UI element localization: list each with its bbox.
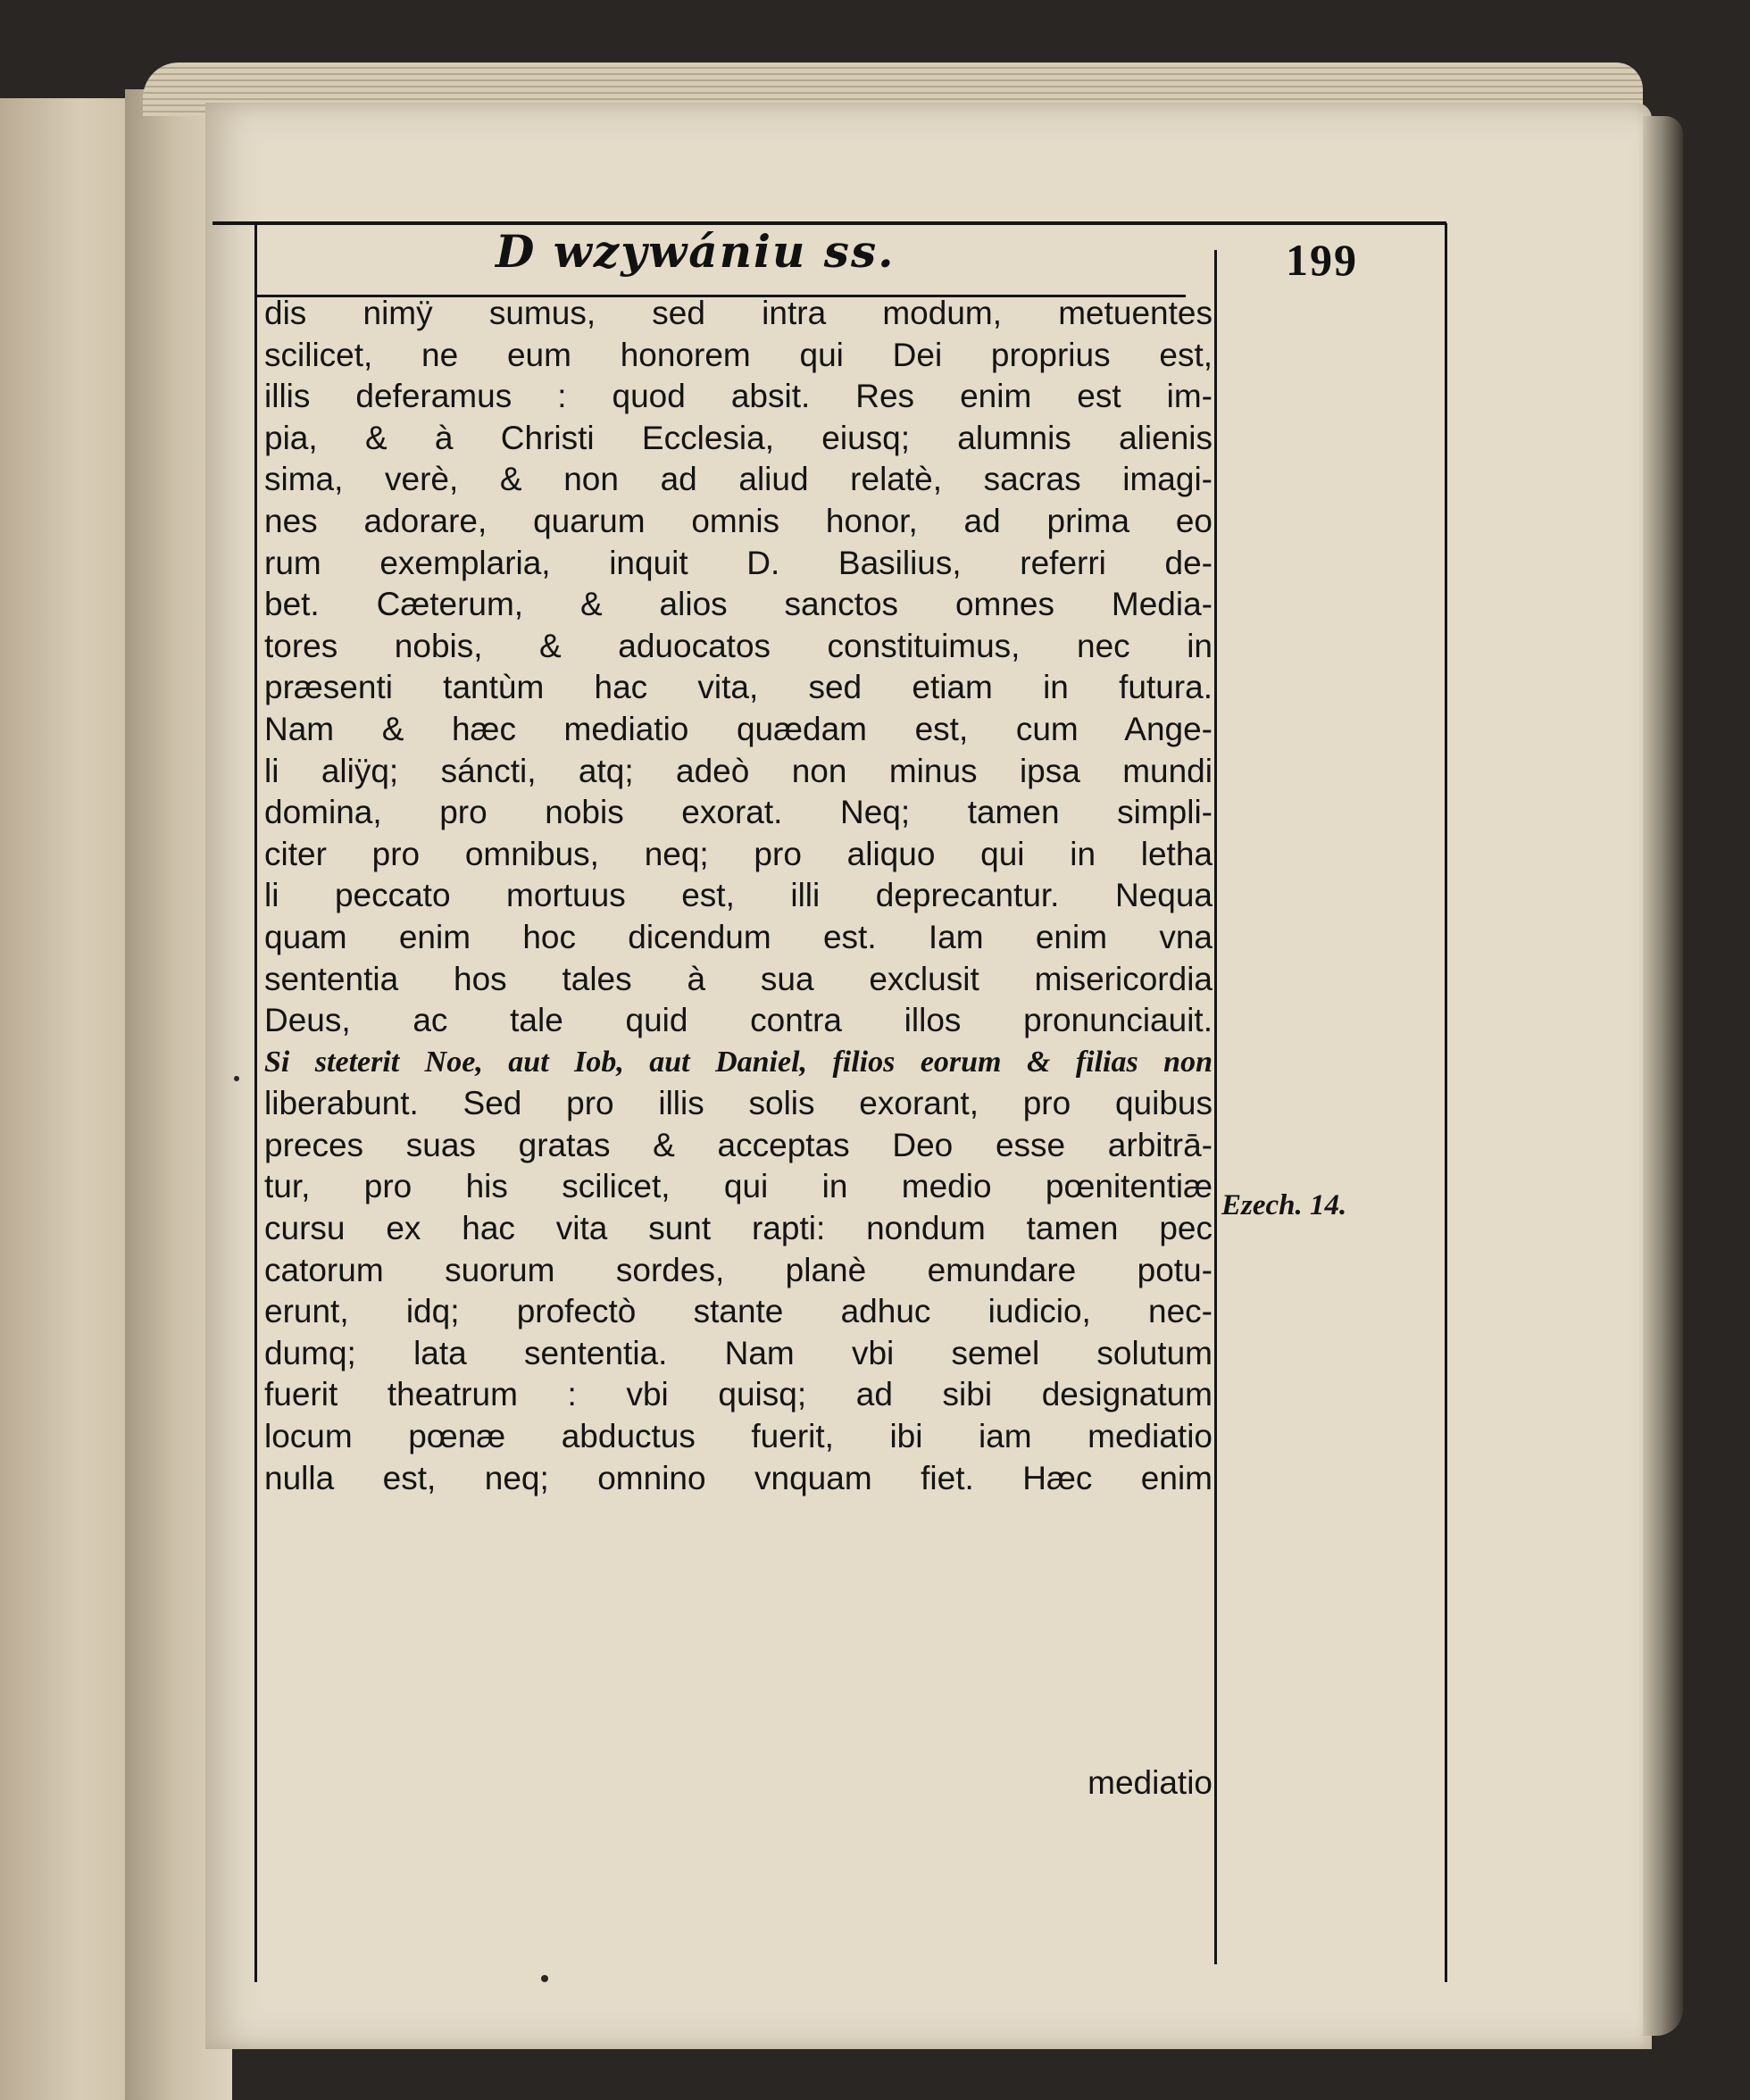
text-line: tur, pro his scilicet, qui in medio pœnitentiæ (264, 1168, 1212, 1205)
text-line: pia, & à Christi Ecclesia, eiusq; alumnis alienis (264, 419, 1212, 456)
text-line: præsenti tantùm hac vita, sed etiam in futura. (264, 669, 1212, 706)
marginal-note: Ezech. 14. (1221, 1189, 1347, 1221)
text-line: nes adorare, quarum omnis honor, ad prima eo (264, 502, 1212, 539)
text-line: li aliÿq; sáncti, atq; adeò non minus ipsa mundi (264, 752, 1212, 789)
text-line: dumq; lata sententia. Nam vbi semel solutum (264, 1334, 1212, 1371)
book-cover-edge (1643, 116, 1683, 2036)
body-text (264, 293, 1212, 1499)
catchword: mediatio (1088, 1764, 1212, 1801)
text-line: cursu ex hac vita sunt rapti: nondum tamen pec (264, 1210, 1212, 1247)
text-line: dis nimÿ sumus, sed intra modum, metuentes (264, 295, 1212, 331)
running-head: D wzywániu ss. (496, 225, 896, 278)
text-line: citer pro omnibus, neq; pro aliquo qui in letha (264, 835, 1212, 872)
text-line: tores nobis, & aduocatos constituimus, nec in (264, 627, 1212, 664)
text-line: preces suas gratas & acceptas Deo esse arbitrā- (264, 1126, 1212, 1163)
text-line: Deus, ac tale quid contra illos pronunciauit. (264, 1002, 1212, 1039)
text-line: rum exemplaria, inquit D. Basilius, referri de- (264, 544, 1212, 581)
text-line: li peccato mortuus est, illi deprecantur. Nequa (264, 877, 1212, 914)
frame-left-rule (254, 223, 257, 1982)
text-line: locum pœnæ abductus fuerit, ibi iam mediatio (264, 1418, 1212, 1455)
text-line: scilicet, ne eum honorem qui Dei proprius est, (264, 336, 1212, 373)
text-line: domina, pro nobis exorat. Neq; tamen simpli- (264, 794, 1212, 831)
text-line: Si steterit Noe, aut Iob, aut Daniel, filios eorum & filias non (264, 1045, 1212, 1079)
facing-page-edge (0, 98, 136, 2100)
text-line: erunt, idq; profectò stante adhuc iudicio, nec- (264, 1293, 1212, 1330)
text-line: liberabunt. Sed pro illis solis exorant, pro quibus (264, 1085, 1212, 1122)
text-line: sententia hos tales à sua exclusit misericordia (264, 960, 1212, 997)
text-line: bet. Cæterum, & alios sanctos omnes Media- (264, 586, 1212, 623)
text-line: sima, verè, & non ad aliud relatè, sacras imagi- (264, 461, 1212, 498)
page-number: 199 (1286, 235, 1358, 285)
text-line: nulla est, neq; omnino vnquam fiet. Hæc enim (264, 1459, 1212, 1496)
ink-speck (234, 1076, 239, 1081)
frame-inner-right-rule (1214, 250, 1217, 1964)
text-line: Nam & hæc mediatio quædam est, cum Ange- (264, 710, 1212, 747)
ink-speck (541, 1975, 548, 1982)
text-line: illis deferamus : quod absit. Res enim est im- (264, 378, 1212, 415)
text-line: catorum suorum sordes, planè emundare potu- (264, 1251, 1212, 1288)
frame-outer-right-rule (1445, 223, 1447, 1982)
text-line: quam enim hoc dicendum est. Iam enim vna (264, 918, 1212, 955)
text-line: fuerit theatrum : vbi quisq; ad sibi designatum (264, 1376, 1212, 1413)
